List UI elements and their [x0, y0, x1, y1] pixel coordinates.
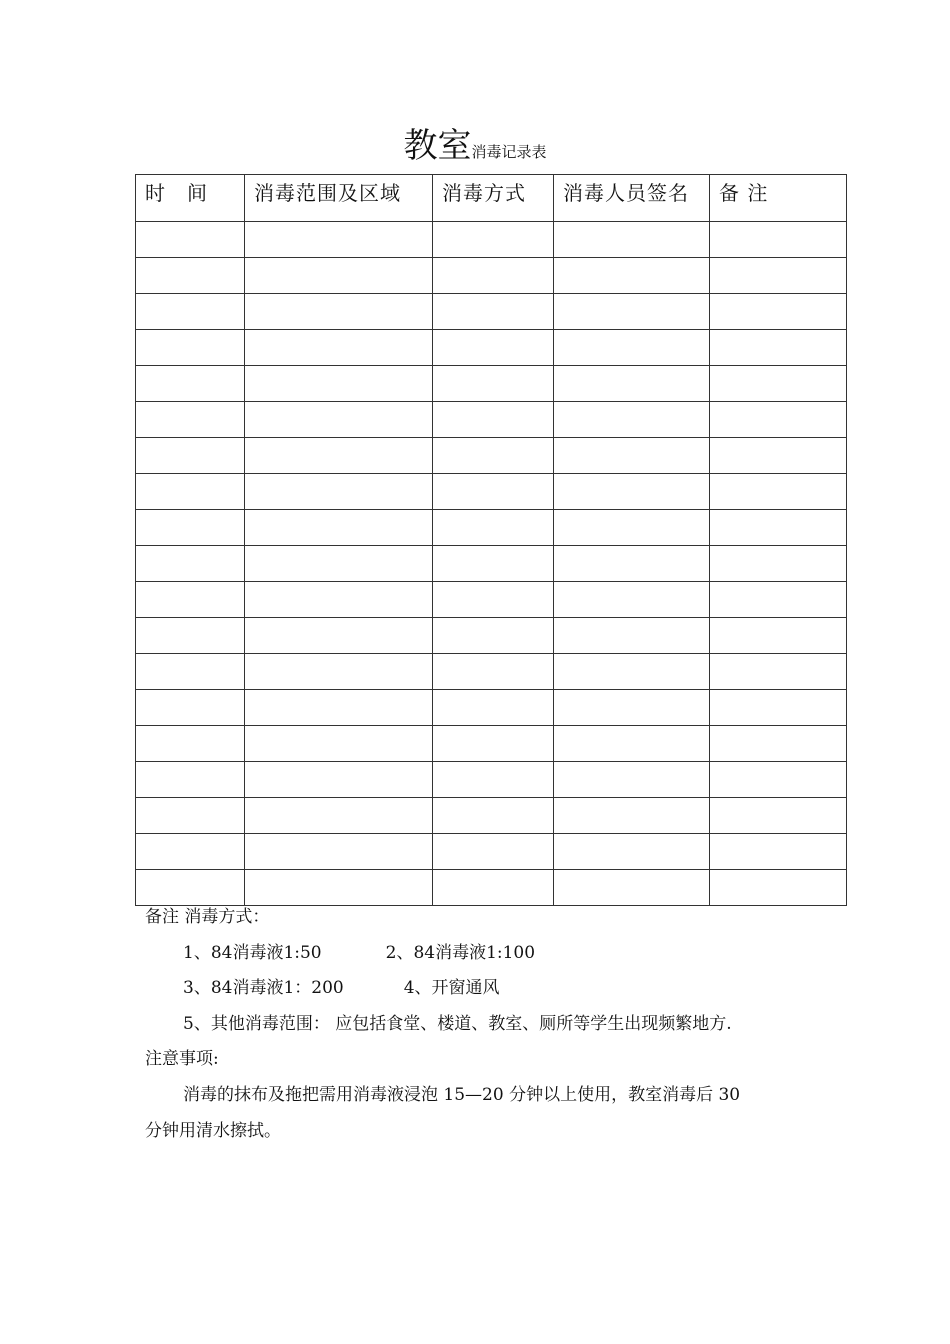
- table-cell[interactable]: [136, 222, 245, 258]
- table-cell[interactable]: [710, 834, 847, 870]
- table-cell[interactable]: [710, 690, 847, 726]
- caution-line-2: 分钟用清水擦拭。: [145, 1120, 281, 1141]
- table-row: [136, 834, 847, 870]
- table-cell[interactable]: [554, 258, 710, 294]
- notes-heading: 备注 消毒方式：: [145, 907, 270, 927]
- table-row: [136, 330, 847, 366]
- table-cell[interactable]: [136, 402, 245, 438]
- table-row: [136, 690, 847, 726]
- table-cell[interactable]: [136, 294, 245, 330]
- table-cell[interactable]: [710, 510, 847, 546]
- table-row: [136, 582, 847, 618]
- table-row: [136, 366, 847, 402]
- table-cell[interactable]: [245, 294, 433, 330]
- table-cell[interactable]: [710, 294, 847, 330]
- table-cell[interactable]: [554, 294, 710, 330]
- table-cell[interactable]: [433, 222, 554, 258]
- table-cell[interactable]: [136, 438, 245, 474]
- table-cell[interactable]: [245, 222, 433, 258]
- table-cell[interactable]: [554, 330, 710, 366]
- table-cell[interactable]: [136, 330, 245, 366]
- table-row: [136, 474, 847, 510]
- table-cell[interactable]: [433, 294, 554, 330]
- disinfection-record-table: [135, 174, 847, 906]
- table-cell[interactable]: [433, 474, 554, 510]
- table-cell[interactable]: [433, 654, 554, 690]
- table-row: [136, 654, 847, 690]
- table-cell[interactable]: [136, 258, 245, 294]
- table-cell[interactable]: [136, 546, 245, 582]
- table-cell[interactable]: [554, 402, 710, 438]
- table-cell[interactable]: [136, 762, 245, 798]
- table-cell[interactable]: [710, 798, 847, 834]
- table-cell[interactable]: [245, 690, 433, 726]
- table-cell[interactable]: [710, 618, 847, 654]
- header-remarks: 备 注: [710, 175, 847, 222]
- table-cell[interactable]: [554, 834, 710, 870]
- table-cell[interactable]: [710, 546, 847, 582]
- header-area: 消毒范围及区域: [245, 175, 433, 222]
- table-cell[interactable]: [554, 474, 710, 510]
- methods-line-2: [145, 971, 825, 1007]
- method-5: 5、其他消毒范围： 应包括食堂、楼道、教室、厕所等学生出现频繁地方.: [183, 1013, 732, 1034]
- table-cell[interactable]: [710, 330, 847, 366]
- title-main: 教室: [403, 126, 472, 166]
- table-cell[interactable]: [554, 726, 710, 762]
- table-cell[interactable]: [554, 690, 710, 726]
- table-cell[interactable]: [433, 582, 554, 618]
- table-cell[interactable]: [245, 582, 433, 618]
- table-cell[interactable]: [136, 366, 245, 402]
- table-cell[interactable]: [245, 726, 433, 762]
- table-cell[interactable]: [710, 222, 847, 258]
- table-cell[interactable]: [433, 402, 554, 438]
- table-row: [136, 618, 847, 654]
- table-cell[interactable]: [245, 330, 433, 366]
- table-row: [136, 762, 847, 798]
- table-cell[interactable]: [554, 366, 710, 402]
- table-cell[interactable]: [245, 366, 433, 402]
- table-cell[interactable]: [245, 258, 433, 294]
- table-cell[interactable]: [136, 582, 245, 618]
- table-row: [136, 258, 847, 294]
- table-cell[interactable]: [710, 726, 847, 762]
- table-cell[interactable]: [136, 618, 245, 654]
- table-cell[interactable]: [433, 258, 554, 294]
- table-cell[interactable]: [433, 330, 554, 366]
- header-signature: 消毒人员签名: [554, 175, 710, 222]
- method-4: 4、开窗通风: [403, 978, 500, 999]
- header-method: 消毒方式: [433, 175, 554, 222]
- table-cell[interactable]: [710, 438, 847, 474]
- table-header-row: [136, 175, 847, 222]
- table-cell[interactable]: [245, 474, 433, 510]
- table-row: [136, 294, 847, 330]
- table-cell[interactable]: [245, 618, 433, 654]
- table-cell[interactable]: [554, 582, 710, 618]
- method-1: 1、84消毒液1:50: [183, 942, 322, 963]
- notes-section: [145, 900, 825, 1149]
- table-cell[interactable]: [433, 834, 554, 870]
- table-cell[interactable]: [433, 546, 554, 582]
- table-cell[interactable]: [710, 402, 847, 438]
- table-row: [136, 438, 847, 474]
- table-cell[interactable]: [710, 366, 847, 402]
- table-cell[interactable]: [433, 366, 554, 402]
- table-row: [136, 726, 847, 762]
- table-cell[interactable]: [245, 834, 433, 870]
- table-cell[interactable]: [245, 762, 433, 798]
- table-cell[interactable]: [245, 402, 433, 438]
- table-cell[interactable]: [433, 762, 554, 798]
- table-cell[interactable]: [136, 834, 245, 870]
- table-cell[interactable]: [136, 654, 245, 690]
- table-cell[interactable]: [710, 762, 847, 798]
- table-cell[interactable]: [554, 510, 710, 546]
- method-3: 3、84消毒液1：200: [183, 978, 344, 999]
- table-cell[interactable]: [136, 690, 245, 726]
- header-time: 时 间: [136, 175, 245, 222]
- table-cell[interactable]: [710, 582, 847, 618]
- table-cell[interactable]: [245, 546, 433, 582]
- caution-heading: 注意事项:: [145, 1049, 219, 1070]
- table-cell[interactable]: [554, 762, 710, 798]
- table-cell[interactable]: [433, 438, 554, 474]
- table-cell[interactable]: [136, 510, 245, 546]
- table-cell[interactable]: [136, 798, 245, 834]
- table-row: [136, 222, 847, 258]
- table-cell[interactable]: [710, 654, 847, 690]
- table-cell[interactable]: [710, 258, 847, 294]
- table-cell[interactable]: [710, 474, 847, 510]
- table-cell[interactable]: [136, 726, 245, 762]
- table-row: [136, 402, 847, 438]
- table-cell[interactable]: [554, 618, 710, 654]
- table-row: [136, 798, 847, 834]
- table-row: [136, 546, 847, 582]
- table-cell[interactable]: [245, 510, 433, 546]
- table-cell[interactable]: [554, 222, 710, 258]
- table-cell[interactable]: [554, 798, 710, 834]
- document-title: [0, 126, 950, 172]
- table-cell[interactable]: [245, 654, 433, 690]
- table-cell[interactable]: [433, 690, 554, 726]
- table-cell[interactable]: [554, 546, 710, 582]
- method-2: 2、84消毒液1:100: [385, 942, 536, 963]
- table-cell[interactable]: [433, 798, 554, 834]
- table-cell[interactable]: [433, 618, 554, 654]
- caution-line-1: 消毒的抹布及拖把需用消毒液浸泡 15—20 分钟以上使用，教室消毒后 30: [183, 1084, 741, 1105]
- table-cell[interactable]: [245, 438, 433, 474]
- table-cell[interactable]: [433, 726, 554, 762]
- table-body: [136, 222, 847, 906]
- title-sub: 消毒记录表: [471, 143, 547, 161]
- table-cell[interactable]: [245, 798, 433, 834]
- table-cell[interactable]: [554, 654, 710, 690]
- table-row: [136, 510, 847, 546]
- methods-line-1: [145, 936, 825, 972]
- table-cell[interactable]: [433, 510, 554, 546]
- table-cell[interactable]: [136, 474, 245, 510]
- table-cell[interactable]: [554, 438, 710, 474]
